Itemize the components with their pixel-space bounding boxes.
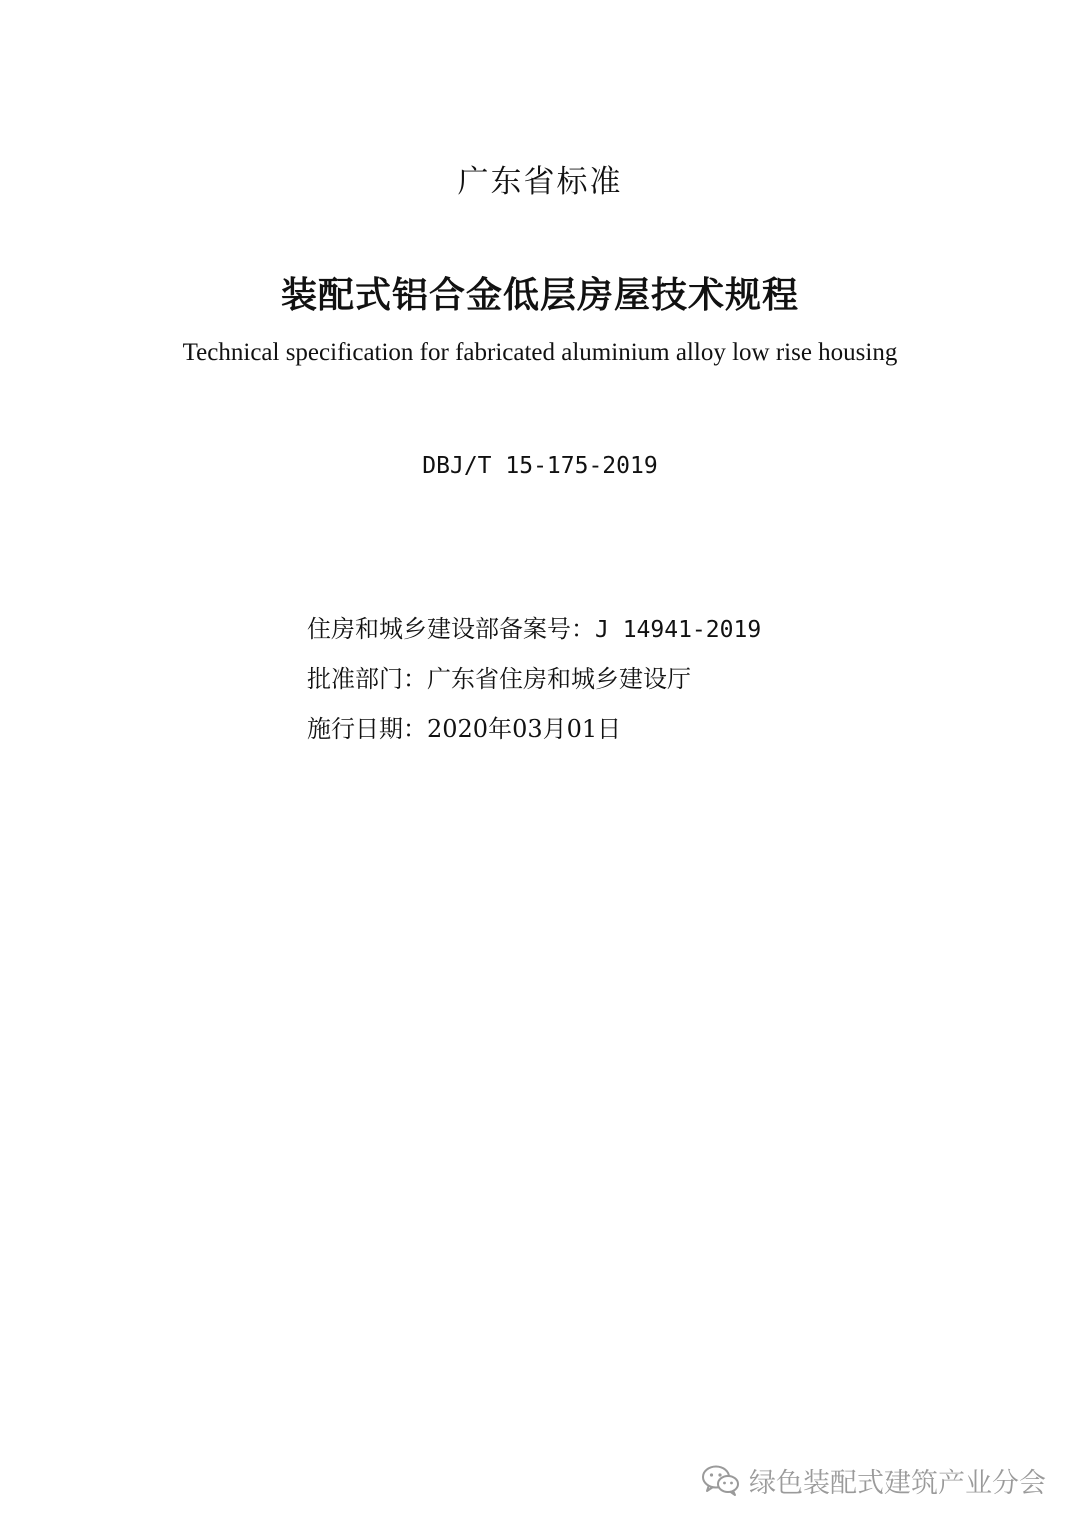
approval-department-value: 广东省住房和城乡建设厅 (427, 665, 691, 693)
standard-code: DBJ/T 15-175-2019 (422, 453, 658, 479)
document-info-block (307, 604, 1027, 754)
record-number-row (307, 604, 1027, 654)
effective-date-label: 施行日期： (307, 715, 427, 743)
standard-label: 广东省标准 (457, 164, 623, 200)
wechat-icon (701, 1463, 741, 1497)
watermark-text: 绿色装配式建筑产业分会 (749, 1467, 1046, 1499)
record-number-value: J 14941-2019 (595, 617, 762, 643)
record-number-label: 住房和城乡建设部备案号： (307, 615, 595, 643)
approval-department-label: 批准部门： (307, 665, 427, 693)
approval-department-row (307, 654, 1027, 704)
document-title-english: Technical specification for fabricated aluminium alloy low rise housing (182, 339, 898, 366)
effective-date-value: 2020年03月01日 (427, 715, 622, 743)
watermark (701, 1457, 1046, 1503)
effective-date-row (307, 704, 1027, 754)
document-title-chinese: 装配式铝合金低层房屋技术规程 (280, 274, 799, 316)
